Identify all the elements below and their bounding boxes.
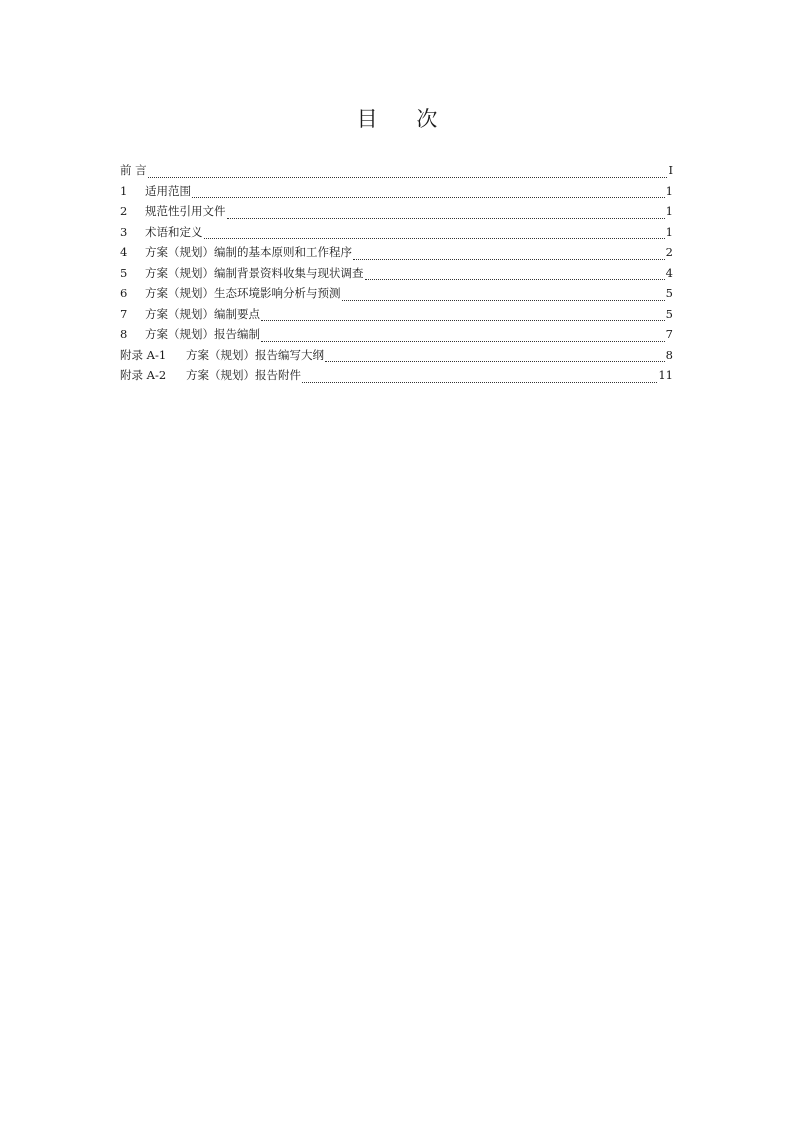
toc-entry-page: I (668, 163, 673, 177)
dot-leader (325, 361, 665, 362)
dot-leader (204, 238, 665, 239)
toc-entry-title: 术语和定义 (145, 224, 203, 239)
toc-entry-title: 规范性引用文件 (145, 204, 226, 218)
toc-entry-3[interactable] (120, 222, 673, 243)
toc-entry-title: 前 言 (120, 163, 147, 177)
toc-entry-number: 5 (120, 265, 128, 280)
toc-entry-title: 方案（规划）报告编写大纲 (186, 347, 324, 362)
toc-entry-4[interactable] (120, 242, 673, 263)
toc-entry-number: 4 (120, 245, 128, 259)
toc-entry-page: 5 (665, 306, 673, 321)
toc-entry-number: 7 (120, 306, 128, 321)
dot-leader (261, 341, 665, 342)
toc-entry-appendix-a1[interactable] (120, 345, 673, 366)
toc-entry-number: 6 (120, 286, 128, 300)
toc-entry-title: 方案（规划）报告编制 (145, 327, 260, 341)
toc-entry-number: 8 (120, 327, 128, 341)
toc-entry-number: 3 (120, 224, 128, 239)
toc-entry-title: 方案（规划）编制背景资料收集与现状调查 (145, 265, 364, 280)
toc-entry-title: 方案（规划）报告附件 (186, 368, 301, 382)
toc-entry-7[interactable] (120, 304, 673, 325)
table-of-contents (120, 160, 673, 386)
dot-leader (302, 382, 657, 383)
dot-leader (353, 259, 665, 260)
toc-entry-title: 方案（规划）编制要点 (145, 306, 260, 321)
toc-entry-page: 11 (658, 368, 673, 382)
toc-entry-number: 2 (120, 204, 128, 218)
toc-entry-title: 方案（规划）编制的基本原则和工作程序 (145, 245, 352, 259)
toc-entry-page: 2 (665, 245, 673, 259)
toc-entry-6[interactable] (120, 283, 673, 304)
toc-entry-preface[interactable] (120, 160, 673, 181)
toc-entry-page: 1 (665, 224, 673, 239)
toc-entry-page: 1 (665, 204, 673, 218)
toc-entry-page: 1 (665, 183, 673, 198)
dot-leader (192, 197, 665, 198)
page-title: 目 次 (356, 107, 454, 131)
toc-entry-title: 方案（规划）生态环境影响分析与预测 (145, 286, 341, 300)
toc-entry-page: 5 (665, 286, 673, 300)
toc-entry-2[interactable] (120, 201, 673, 222)
toc-entry-5[interactable] (120, 263, 673, 284)
dot-leader (342, 300, 665, 301)
toc-entry-number: 附录 A-2 (120, 368, 167, 382)
dot-leader (148, 177, 668, 178)
toc-entry-8[interactable] (120, 324, 673, 345)
toc-entry-page: 4 (665, 265, 673, 280)
toc-entry-appendix-a2[interactable] (120, 365, 673, 386)
toc-entry-title: 适用范围 (145, 183, 191, 198)
toc-entry-1[interactable] (120, 181, 673, 202)
dot-leader (261, 320, 665, 321)
toc-entry-number: 附录 A-1 (120, 347, 167, 362)
toc-entry-page: 7 (665, 327, 673, 341)
dot-leader (227, 218, 665, 219)
dot-leader (365, 279, 665, 280)
toc-entry-number: 1 (120, 183, 128, 198)
toc-entry-page: 8 (665, 347, 673, 362)
